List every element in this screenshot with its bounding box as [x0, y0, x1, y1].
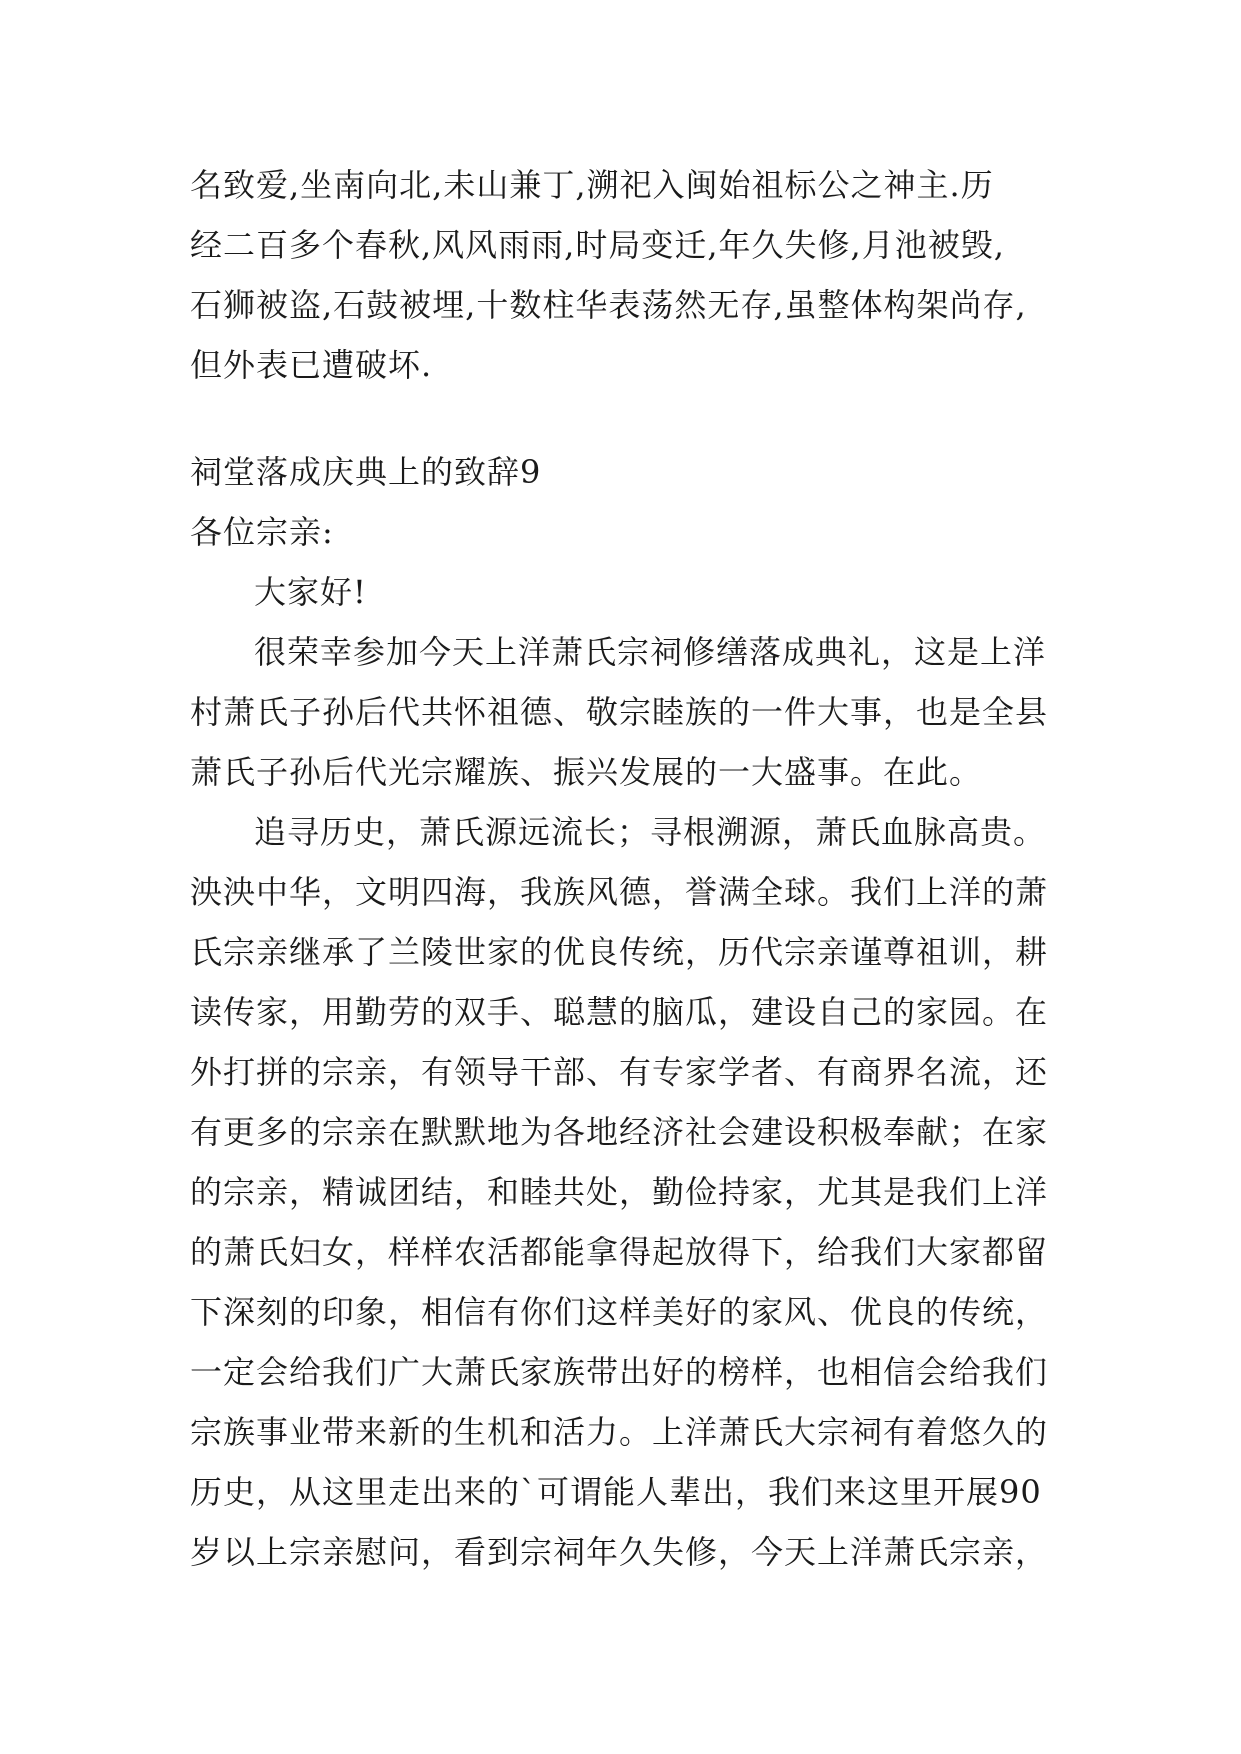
continuation-paragraph [190, 155, 1070, 395]
salutation: 各位宗亲: [190, 513, 334, 551]
paragraph-line: 历史，从这里走出来的`可谓能人辈出，我们来这里开展90 [190, 1473, 1042, 1511]
text-line: 经二百多个春秋,风风雨雨,时局变迁,年久失修,月池被毁, [190, 226, 1005, 264]
text-line: 石狮被盗,石鼓被埋,十数柱华表荡然无存,虽整体构架尚存, [190, 286, 1027, 324]
speech-body [190, 562, 1070, 1582]
paragraph-line: 泱泱中华，文明四海，我族风德，誉满全球。我们上洋的萧 [190, 873, 1049, 911]
paragraph-line: 一定会给我们广大萧氏家族带出好的榜样，也相信会给我们 [190, 1353, 1049, 1391]
greeting: 大家好! [254, 573, 367, 611]
paragraph-line: 有更多的宗亲在默默地为各地经济社会建设积极奉献；在家 [190, 1113, 1049, 1151]
paragraph-line: 读传家，用勤劳的双手、聪慧的脑瓜，建设自己的家园。在 [190, 993, 1049, 1031]
paragraph-line: 氏宗亲继承了兰陵世家的优良传统，历代宗亲谨尊祖训，耕 [190, 933, 1049, 971]
section-heading-block [190, 442, 1070, 562]
paragraph-line: 外打拼的宗亲，有领导干部、有专家学者、有商界名流，还 [190, 1053, 1049, 1091]
text-line: 名致爱,坐南向北,未山兼丁,溯祀入闽始祖标公之神主.历 [190, 166, 994, 204]
paragraph-line: 很荣幸参加今天上洋萧氏宗祠修缮落成典礼，这是上洋 [254, 633, 1047, 671]
paragraph-line: 村萧氏子孙后代共怀祖德、敬宗睦族的一件大事，也是全县 [190, 693, 1049, 731]
paragraph-line: 的萧氏妇女，样样农活都能拿得起放得下，给我们大家都留 [190, 1233, 1049, 1271]
paragraph-line: 追寻历史，萧氏源远流长；寻根溯源，萧氏血脉高贵。 [254, 813, 1047, 851]
text-line: 但外表已遭破坏. [190, 346, 433, 384]
paragraph-line: 的宗亲，精诚团结，和睦共处，勤俭持家，尤其是我们上洋 [190, 1173, 1049, 1211]
paragraph-line: 下深刻的印象，相信有你们这样美好的家风、优良的传统， [190, 1293, 1049, 1331]
paragraph-line: 岁以上宗亲慰问，看到宗祠年久失修，今天上洋萧氏宗亲， [190, 1533, 1049, 1571]
paragraph-line: 宗族事业带来新的生机和活力。上洋萧氏大宗祠有着悠久的 [190, 1413, 1049, 1451]
paragraph-line: 萧氏子孙后代光宗耀族、振兴发展的一大盛事。在此。 [190, 753, 983, 791]
section-title: 祠堂落成庆典上的致辞9 [190, 453, 542, 491]
